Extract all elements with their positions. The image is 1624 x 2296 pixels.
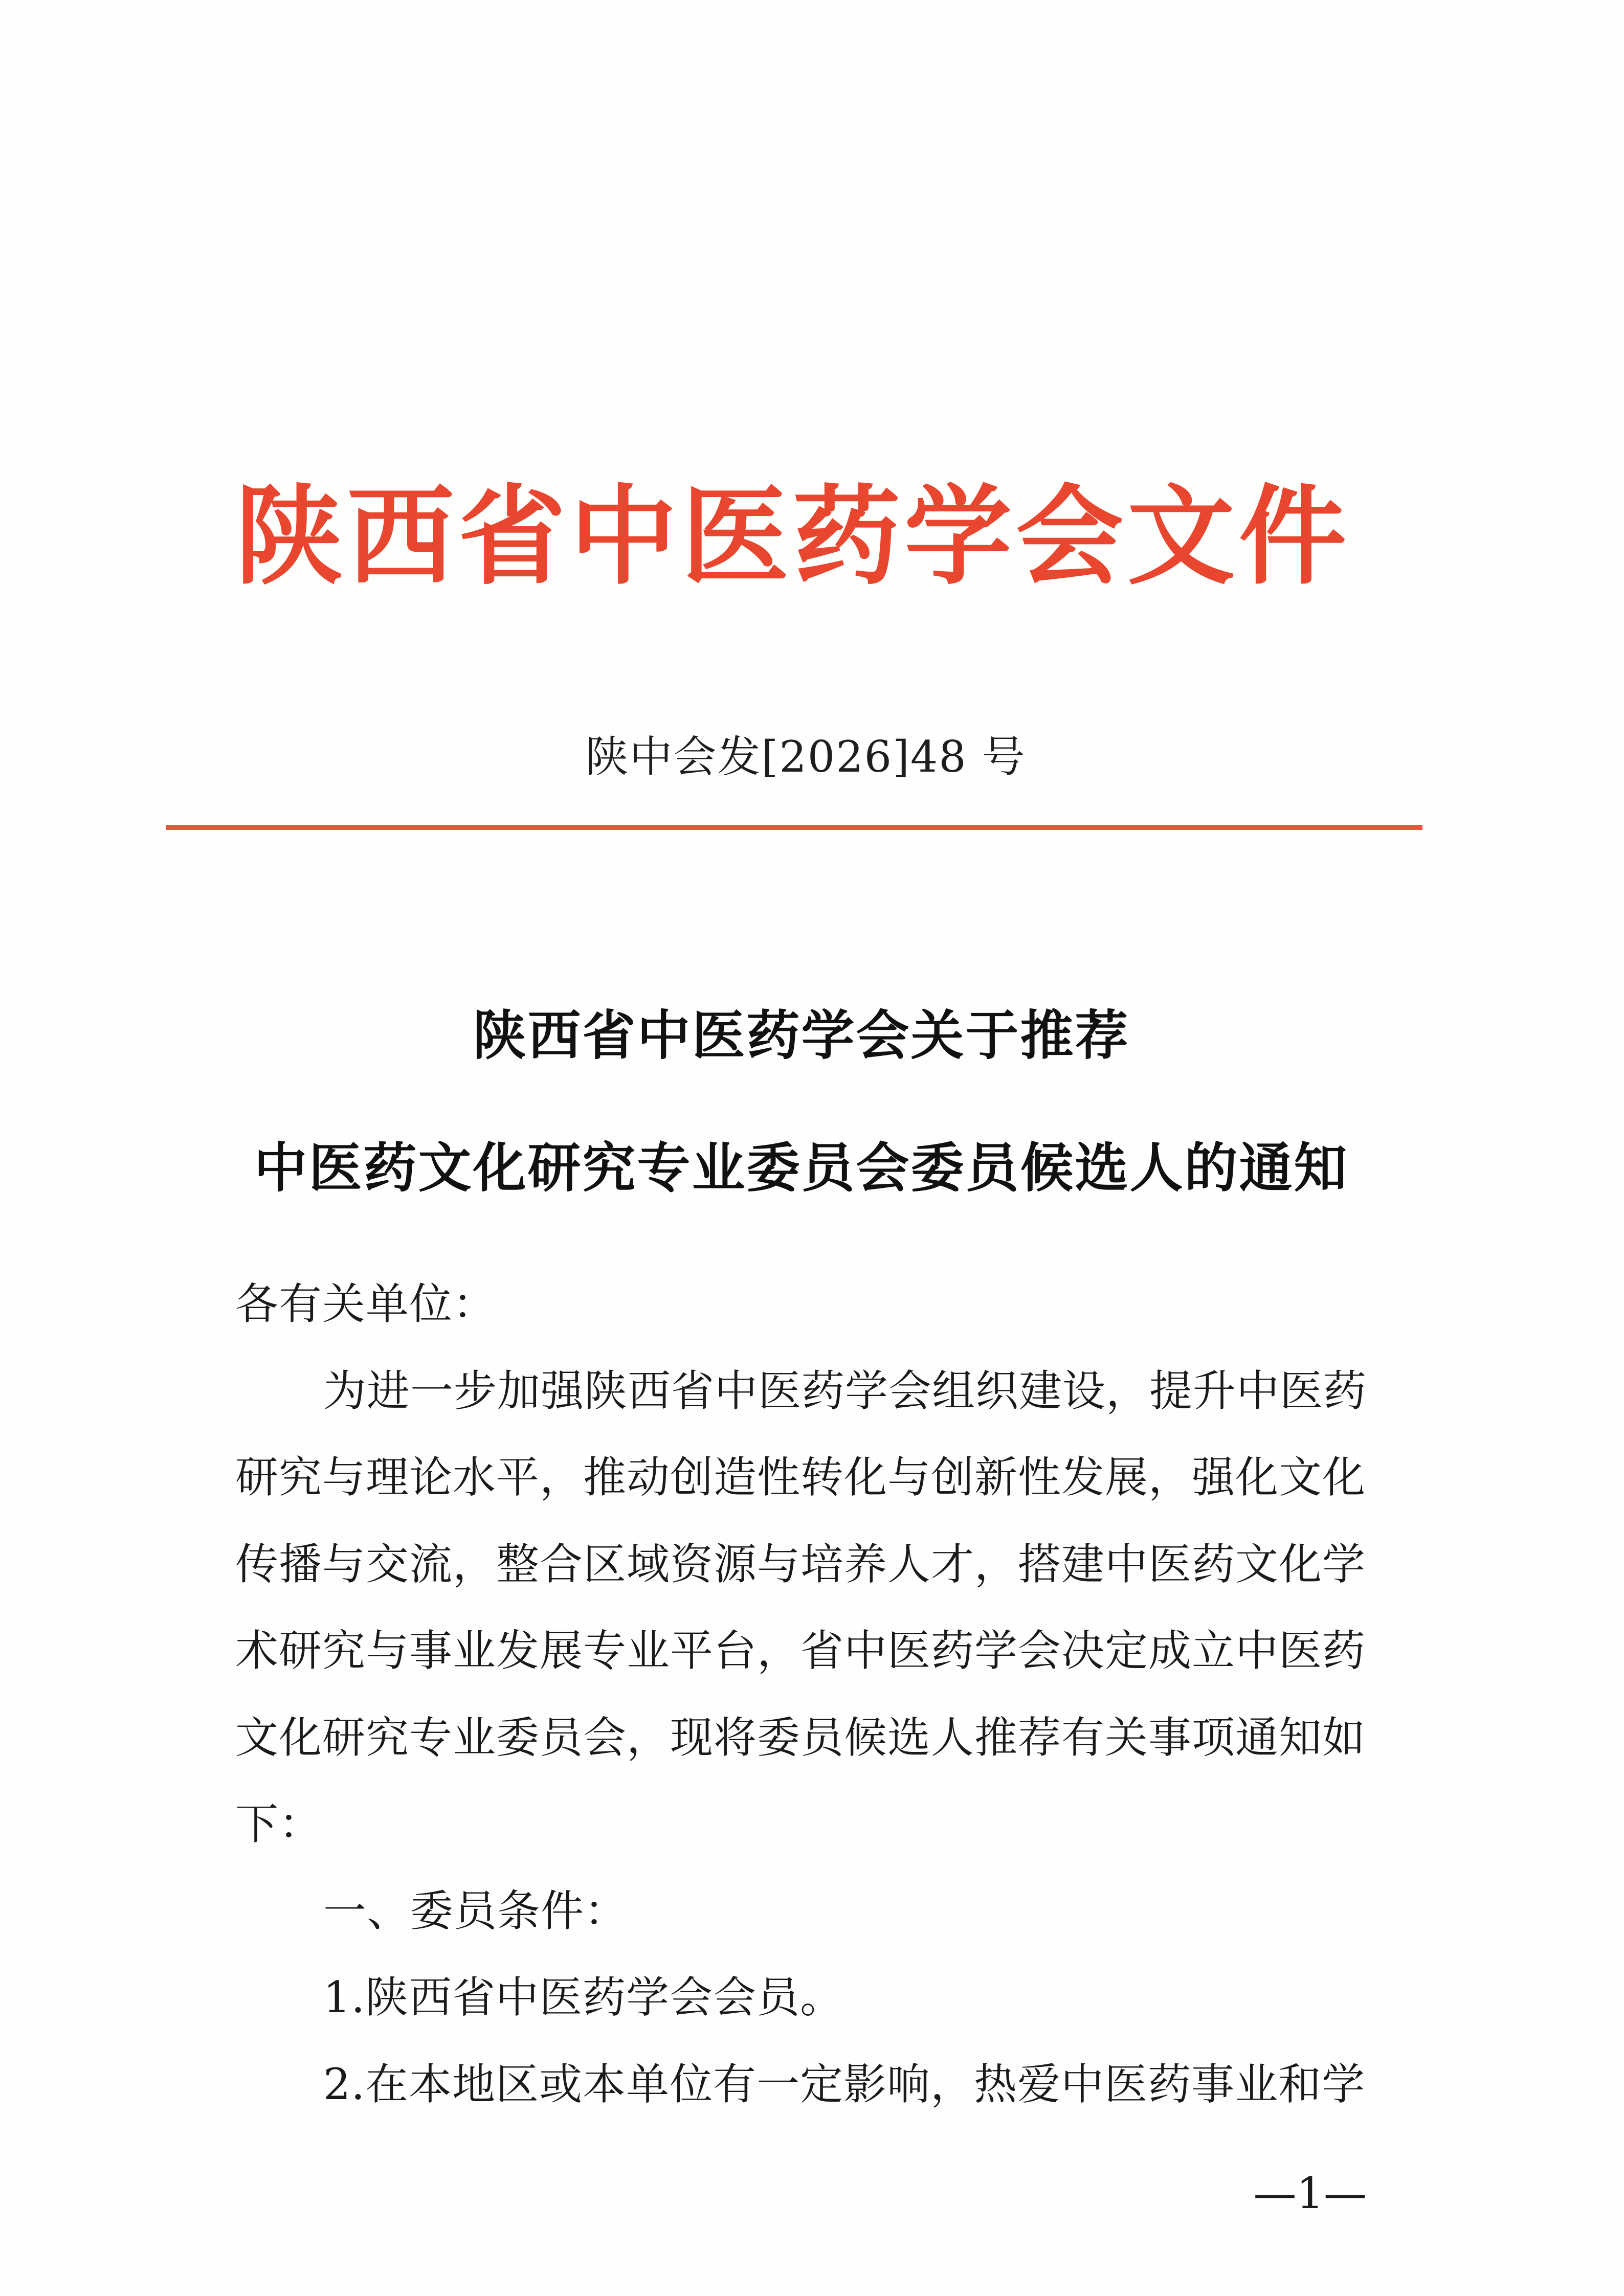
- notice-body: [235, 1261, 1368, 2128]
- org-header-title: 陕西省中医药学会文件: [235, 478, 1351, 595]
- red-divider-rule: [166, 825, 1422, 830]
- intro-paragraph-line: 下：: [235, 1799, 323, 1849]
- intro-paragraph-line: 文化研究专业委员会，现将委员候选人推荐有关事项通知如: [235, 1712, 1366, 1763]
- section-heading: 一、委员条件：: [323, 1885, 628, 1936]
- page-number: —1—: [1253, 2168, 1367, 2218]
- intro-paragraph-line: 传播与交流，整合区域资源与培养人才，搭建中医药文化学: [235, 1539, 1366, 1589]
- intro-paragraph-line: 研究与理论水平，推动创造性转化与创新性发展，强化文化: [235, 1452, 1366, 1502]
- salutation: 各有关单位：: [235, 1279, 497, 1329]
- intro-paragraph-line: 术研究与事业发展专业平台，省中医药学会决定成立中医药: [235, 1626, 1366, 1676]
- notice-title-line-1: 陕西省中医药学会关于推荐: [473, 1004, 1130, 1067]
- condition-item: 1.陕西省中医药学会会员。: [323, 1972, 844, 2022]
- notice-title-line-2: 中医药文化研究专业委员会委员候选人的通知: [254, 1136, 1349, 1199]
- document-number: 陕中会发[2026]48 号: [585, 732, 1026, 782]
- condition-item: 2.在本地区或本单位有一定影响，热爱中医药事业和学: [323, 2059, 1366, 2109]
- intro-paragraph-line: 为进一步加强陕西省中医药学会组织建设，提升中医药: [323, 1365, 1367, 1416]
